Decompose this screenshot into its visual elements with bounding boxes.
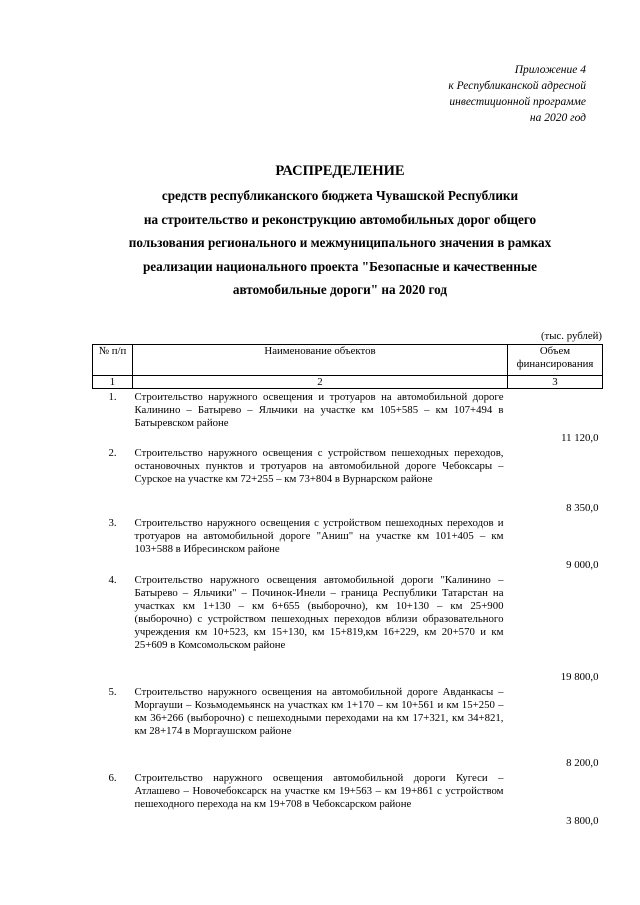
object-name: Строительство наружного освещения на автомобильной дороге Авданкасы – Моргауши – Козьмодемьянск на участках км 1+170 – км 10+561 и км 15+250 – км 36+266 (выборочно) с пешеходными переходами на км 17+321, км 34+821, км 28+174 в Моргаушском районе (134, 685, 504, 737)
object-name: Строительство наружного освещения автомобильной дороги "Калинино – Батырево – Яльчики" – Починок-Инели – граница Республики Татарстан на участках км 1+130 – км 6+655 (выборочно), км 10+130 – км 25+900 (выборочно) с устройством пешеходных переходов вблизи образовательного учреждения км 10+523, км 15+130, км 15+819,км 16+229, км 20+570 и км 25+609 в Комсомольском районе (134, 573, 504, 651)
title-line: на строительство и реконструкцию автомобильных дорог общего (143, 211, 537, 227)
title-line: автомобильные дороги" на 2020 год (232, 282, 448, 297)
units-label: (тыс. рублей) (540, 330, 602, 342)
col-number: 2 (133, 376, 508, 389)
title-line: пользования регионального и межмуниципального значения в рамках (128, 235, 552, 250)
header-amount: Объем финансирования (508, 345, 603, 376)
funding-amount: 3 800,0 (566, 814, 599, 827)
row-number: 1. (108, 391, 117, 403)
table-row (93, 515, 603, 572)
appendix-note (448, 62, 586, 126)
table-row (93, 572, 603, 684)
appendix-line: на 2020 год (529, 112, 586, 124)
appendix-line: к Республиканской адресной (448, 80, 586, 92)
title-line: реализации национального проекта "Безопасные и качественные (142, 258, 538, 274)
row-number: 6. (108, 771, 117, 784)
column-number-row (93, 376, 603, 389)
header-name: Наименование объектов (133, 345, 508, 376)
object-name: Строительство наружного освещения с устройством пешеходных переходов и тротуаров на автомобильной дороге "Аниш" на участке км 101+405 – км 103+588 в Ибресинском районе (134, 516, 504, 555)
row-number: 3. (108, 516, 117, 529)
col-number: 3 (508, 376, 603, 389)
table-row (93, 389, 603, 445)
table-row (93, 684, 603, 770)
funding-amount: 8 350,0 (566, 501, 599, 514)
row-number: 2. (108, 446, 117, 459)
title-heading: РАСПРЕДЕЛЕНИЕ (275, 163, 405, 179)
object-name: Строительство наружного освещения автомобильной дороги Кугеси – Атлашево – Новочебоксарск на участке км 19+563 – км 19+861 с устройством пешеходного перехода на км 19+708 в Чебоксарском районе (134, 771, 504, 810)
document-title (60, 160, 620, 302)
funding-amount: 8 200,0 (566, 756, 599, 769)
object-name: Строительство наружного освещения и тротуаров на автомобильной дороге Калинино – Батырево – Яльчики на участке км 105+585 – км 107+494 в Батыревском районе (134, 391, 504, 429)
title-line: средств республиканского бюджета Чувашской Республики (161, 188, 519, 203)
row-number: 5. (108, 685, 117, 698)
table-row (93, 445, 603, 515)
table-header-row (93, 345, 603, 376)
funding-amount: 9 000,0 (566, 558, 599, 571)
table-row (93, 770, 603, 828)
col-number: 1 (93, 376, 133, 389)
header-num: № п/п (93, 345, 133, 376)
row-number: 4. (108, 573, 117, 586)
appendix-line: инвестиционной программе (449, 96, 586, 108)
appendix-line: Приложение 4 (514, 64, 586, 76)
object-name: Строительство наружного освещения с устройством пешеходных переходов, остановочных пунктов и тротуаров на автомобильной дороге Чебоксары – Сурское на участке км 72+255 – км 73+804 в Вурнарском районе (134, 446, 504, 485)
allocation-table (92, 344, 603, 828)
funding-amount: 11 120,0 (561, 431, 599, 444)
funding-amount: 19 800,0 (560, 670, 599, 683)
